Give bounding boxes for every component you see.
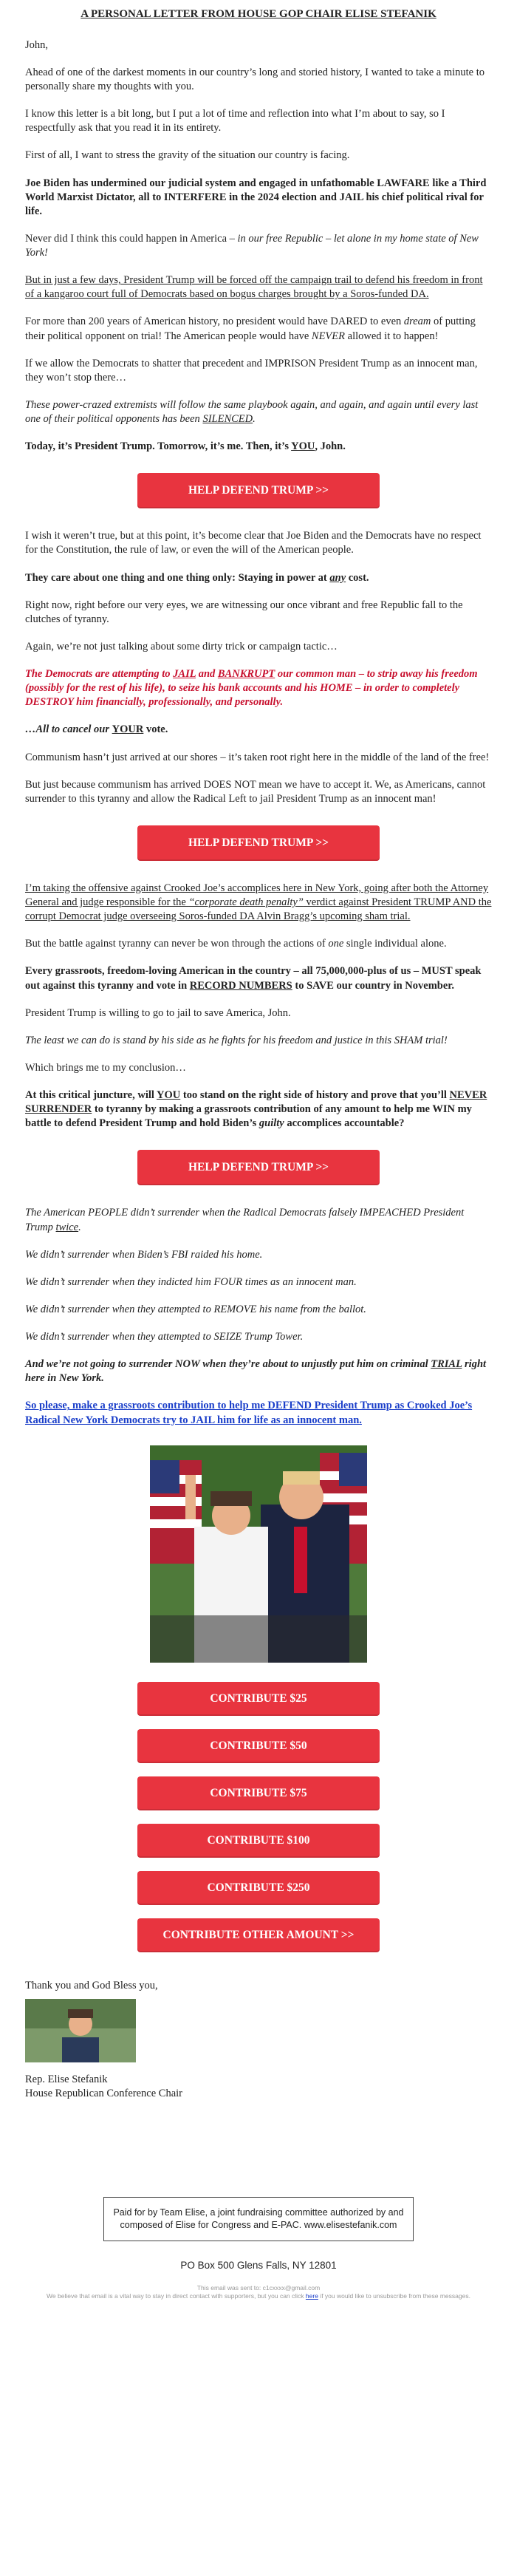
paragraph: At this critical juncture, will YOU too stand on the right side of history and prove that you’ll NEVER SURRENDER to tyranny by making a grassroots contribution of any amount to help me WIN my battle to defend President Trump and hold Biden’s guilty accomplices accountable?	[25, 1089, 487, 1130]
contribute-50-button[interactable]: CONTRIBUTE $50	[137, 1729, 380, 1763]
paragraph: First of all, I want to stress the gravity of the situation our country is facing.	[25, 149, 350, 162]
paragraph: These power-crazed extremists will follow the same playbook again, and again, and again until every last one of their political opponents has been SILENCED.	[25, 398, 479, 426]
paragraph: And we’re not going to surrender NOW when they’re about to unjustly put him on criminal TRIAL right here in New York.	[25, 1358, 487, 1385]
contribute-75-button[interactable]: CONTRIBUTE $75	[137, 1776, 380, 1810]
mailing-address: PO Box 500 Glens Falls, NY 12801	[180, 2259, 337, 2271]
paragraph: Every grassroots, freedom-loving American in the country – all 75,000,000-plus of us – MUST speak out against this tyranny and vote in RECORD NUMBERS to SAVE our country in November.	[25, 965, 482, 992]
help-defend-trump-button[interactable]: HELP DEFEND TRUMP >>	[137, 1150, 380, 1185]
paragraph: Again, we’re not just talking about some dirty trick or campaign tactic…	[25, 640, 338, 652]
paragraph: I wish it weren’t true, but at this point, it’s become clear that Joe Biden and the Democrats have no respect for the Constitution, the rule of law, or even the will of the American people.	[25, 530, 482, 556]
paragraph	[25, 1399, 492, 1427]
paragraph: The American PEOPLE didn’t surrender when the Radical Democrats falsely IMPEACHED President Trump twice.	[25, 1207, 465, 1233]
contribute-other-amount-button[interactable]: CONTRIBUTE OTHER AMOUNT >>	[137, 1918, 380, 1952]
contribute-link[interactable]: So please, make a grassroots contribution to help me DEFEND President Trump as Crooked Joe’s Radical New York Democrats try to JAIL him for life as an innocent man.	[25, 1400, 473, 1426]
contribute-100-button[interactable]: CONTRIBUTE $100	[137, 1824, 380, 1858]
contribute-250-button[interactable]: CONTRIBUTE $250	[137, 1871, 380, 1905]
paragraph: Ahead of one of the darkest moments in our country’s long and storied history, I wanted to take a minute to personally share my thoughts with you.	[25, 66, 485, 93]
paragraph: The least we can do is stand by his side as he fights for his freedom and justice in this SHAM trial!	[25, 1034, 448, 1046]
help-defend-trump-button[interactable]: HELP DEFEND TRUMP >>	[137, 825, 380, 861]
greeting: John,	[25, 38, 49, 51]
paragraph: …All to cancel our YOUR vote.	[25, 723, 168, 736]
signature-photo	[25, 1999, 136, 2062]
paragraph: Joe Biden has undermined our judicial system and engaged in unfathomable LAWFARE like a Third World Marxist Dictator, all to INTERFERE in the 2024 election and JAIL his chief political rival for life.	[25, 177, 487, 217]
paragraph: For more than 200 years of American history, no president would have DARED to even dream of putting their political opponent on trial! The American people would have NEVER allowed it to happen!	[25, 316, 476, 342]
signature-block	[25, 1979, 492, 2101]
letter-title: A PERSONAL LETTER FROM HOUSE GOP CHAIR ELISE STEFANIK	[81, 8, 436, 20]
paragraph: Never did I think this could happen in America – in our free Republic – let alone in my home state of New York!	[25, 232, 479, 259]
letter	[25, 0, 492, 2300]
paragraph: I know this letter is a bit long, but I put a lot of time and reflection into what I’m about to say, so I respectfully ask that you read it in its entirety.	[25, 108, 445, 134]
contribute-25-button[interactable]: CONTRIBUTE $25	[137, 1682, 380, 1716]
paragraph: We didn’t surrender when they indicted him FOUR times as an innocent man.	[25, 1275, 357, 1288]
help-defend-trump-button[interactable]: HELP DEFEND TRUMP >>	[137, 473, 380, 508]
signer-title: House Republican Conference Chair	[25, 2087, 182, 2099]
paid-for-disclaimer: Paid for by Team Elise, a joint fundraising committee authorized by and composed of Elise for Congress and E-PAC. www.elisestefanik.com	[103, 2197, 414, 2241]
campaign-photo[interactable]	[150, 1445, 367, 1663]
paragraph: We didn’t surrender when they attempted to SEIZE Trump Tower.	[25, 1331, 304, 1343]
photo-illustration	[150, 1445, 367, 1663]
paragraph: Today, it’s President Trump. Tomorrow, it’s me. Then, it’s YOU, John.	[25, 440, 346, 453]
unsubscribe-notice: We believe that email is a vital way to stay in direct contact with supporters, but you can click here if you would like to unsubscribe from these messages.	[47, 2292, 470, 2300]
paragraph: Right now, right before our very eyes, we are witnessing our once vibrant and free Republic fall to the clutches of tyranny.	[25, 599, 463, 625]
paragraph: But the battle against tyranny can never be won through the actions of one single individual alone.	[25, 938, 447, 950]
sent-to-notice: This email was sent to: c1cxxxx@gmail.com	[196, 2283, 321, 2292]
paragraph: We didn’t surrender when Biden’s FBI raided his home.	[25, 1248, 263, 1261]
paragraph: But just because communism has arrived DOES NOT mean we have to accept it. We, as Americans, cannot surrender to this tyranny and allow the Radical Left to jail President Trump as an innocent man!	[25, 778, 486, 805]
paragraph: I’m taking the offensive against Crooked Joe’s accomplices here in New York, going after both the Attorney General and judge responsible for the “corporate death penalty” verdict against President TRUMP AND the corrupt Democrat judge overseeing Soros-funded DA Alvin Bragg’s upcoming sham trial.	[25, 882, 492, 923]
paragraph: We didn’t surrender when they attempted to REMOVE his name from the ballot.	[25, 1303, 366, 1315]
email-footer	[25, 2284, 492, 2300]
paragraph: But in just a few days, President Trump will be forced off the campaign trail to defend his freedom in front of a kangaroo court full of Democrats based on bogus charges brought by a Soros-funded DA.	[25, 274, 483, 301]
paragraph: Which brings me to my conclusion…	[25, 1061, 186, 1074]
closing: Thank you and God Bless you,	[25, 1979, 158, 1991]
signer-name: Rep. Elise Stefanik	[25, 2073, 108, 2085]
paragraph: Communism hasn’t just arrived at our shores – it’s taken root right here in the middle of the land of the free!	[25, 751, 490, 763]
paragraph: President Trump is willing to go to jail to save America, John.	[25, 1006, 291, 1019]
paragraph: They care about one thing and one thing only: Staying in power at any cost.	[25, 571, 369, 584]
unsubscribe-link[interactable]: here	[305, 2292, 318, 2300]
paragraph: The Democrats are attempting to JAIL and BANKRUPT our common man – to strip away his freedom (possibly for the rest of his life), to seize his bank accounts and his HOME – in order to completely DESTROY him financially, professionally, and personally.	[25, 668, 478, 709]
paragraph: If we allow the Democrats to shatter that precedent and IMPRISON President Trump as an innocent man, they won’t stop there…	[25, 357, 478, 384]
